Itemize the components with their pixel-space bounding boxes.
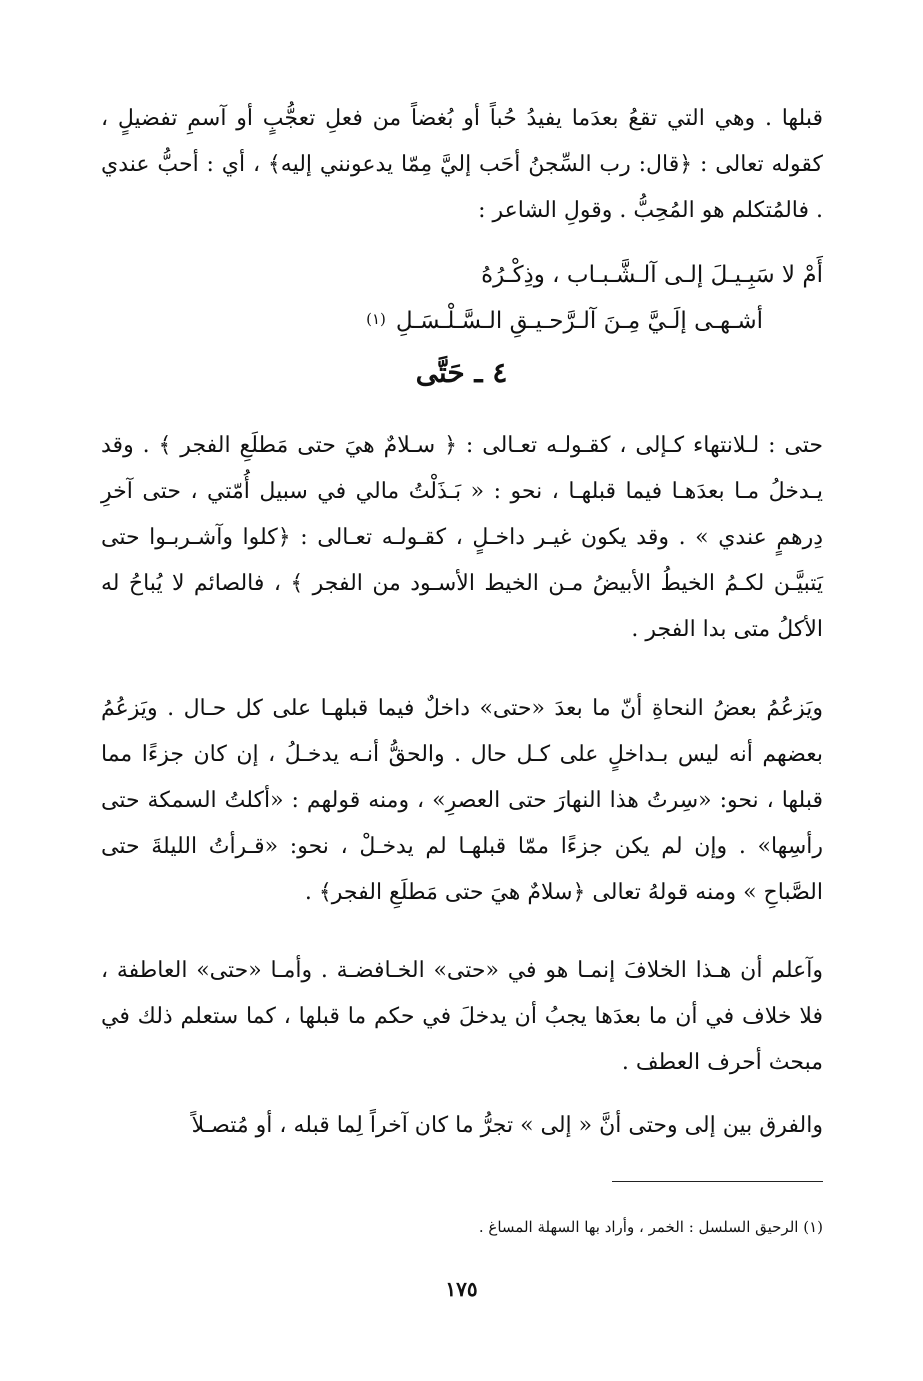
footnote: (١) الرحيق السلسل : الخمر ، وأراد بها السهلة المساغ . [478, 1218, 823, 1236]
footnote-divider [612, 1181, 823, 1182]
intro-paragraph [101, 96, 823, 234]
paragraph-2-text: ويَزعُمُ بعضُ النحاةِ أنّ ما بعدَ «حتى» داخلٌ فيما قبلهـا على كل حـال . ويَزعُمُ بعضهم أنه ليس بـداخلٍ على كـل حال . والحقُّ أنـه يدخـلُ ، إن كان جزءًا مما قبلها ، نحو: «سِرتُ هذا النهارَ حتى العصرِ» ، ومنه قولهم : «أكلتُ السمكة حتى رأسِها» . وإن لم يكن جزءًا ممّا قبلهـا لم يدخـلْ ، نحو: «قـرأتُ الليلةَ حتى الصَّباحِ » ومنه قولهُ تعالى ﴿سلامٌ هيَ حتى مَطلَعِ الفجر﴾ . [101, 696, 823, 905]
paragraph-4 [101, 1103, 823, 1149]
section-heading: ٤ ـ حَتَّى [415, 356, 508, 389]
verse-line-2-wrapper [366, 308, 763, 334]
paragraph-3-text: وآعلم أن هـذا الخلافَ إنمـا هو في «حتى» الخـافضـة . وأمـا «حتى» العاطفة ، فلا خلاف في أن ما بعدَها يجبُ أن يدخلَ في حكم ما قبلها ، كما ستعلم ذلك في مبحث أحرف العطف . [101, 958, 823, 1075]
verse-line-1: أَمْ لا سَبِـيـلَ إلـى آلـشَّـبـاب ، وذِكْـرُهُ [481, 262, 823, 288]
paragraph-2 [101, 686, 823, 916]
verse-line-2: أشـهـى إلَـيَّ مِـنَ آلـرَّحـيـقِ الـسَّـلْـسَـلِ [395, 308, 763, 334]
page-number: ١٧٥ [445, 1277, 478, 1301]
paragraph-1 [101, 423, 823, 653]
paragraph-4-text: والفرق بين إلى وحتى أنَّ « إلى » تجرُّ ما كان آخراً لِما قبله ، أو مُتصـلاً [191, 1113, 823, 1138]
intro-text: قبلها . وهي التي تقعُ بعدَما يفيدُ حُباً أو بُغضاً من فعلِ تعجُّبٍ أو آسمِ تفضيلٍ ، كقوله تعالى : ﴿قال: رب السِّجنُ أحَب إليَّ مِمّا يدعونني إليه﴾ ، أي : أحبُّ عندي . فالمُتكلم هو المُحِبُّ . وقولِ الشاعر : [101, 106, 823, 223]
footnote-marker: (١) [366, 310, 386, 328]
paragraph-3 [101, 948, 823, 1086]
paragraph-1-text: حتى : لـلانتهاء كـإلى ، كقـولـه تعـالى : ﴿ سـلامٌ هيَ حتى مَطلَعِ الفجر ﴾ . وقد يـدخلُ مـا بعدَهـا فيما قبلهـا ، نحو : « بَـذَلْتُ مالي في سبيل أُمّتي ، حتى آخرِ دِرهمٍ عندي » . وقد يكون غيـر داخـلٍ ، كقـولـه تعـالى : ﴿كلوا وآشـربـوا حتى يَتبيَّـن لكـمُ الخيطُ الأبيضُ مـن الخيط الأسـود من الفجر ﴾ ، فالصائم لا يُباحُ له الأكلُ متى بدا الفجر . [101, 433, 823, 642]
